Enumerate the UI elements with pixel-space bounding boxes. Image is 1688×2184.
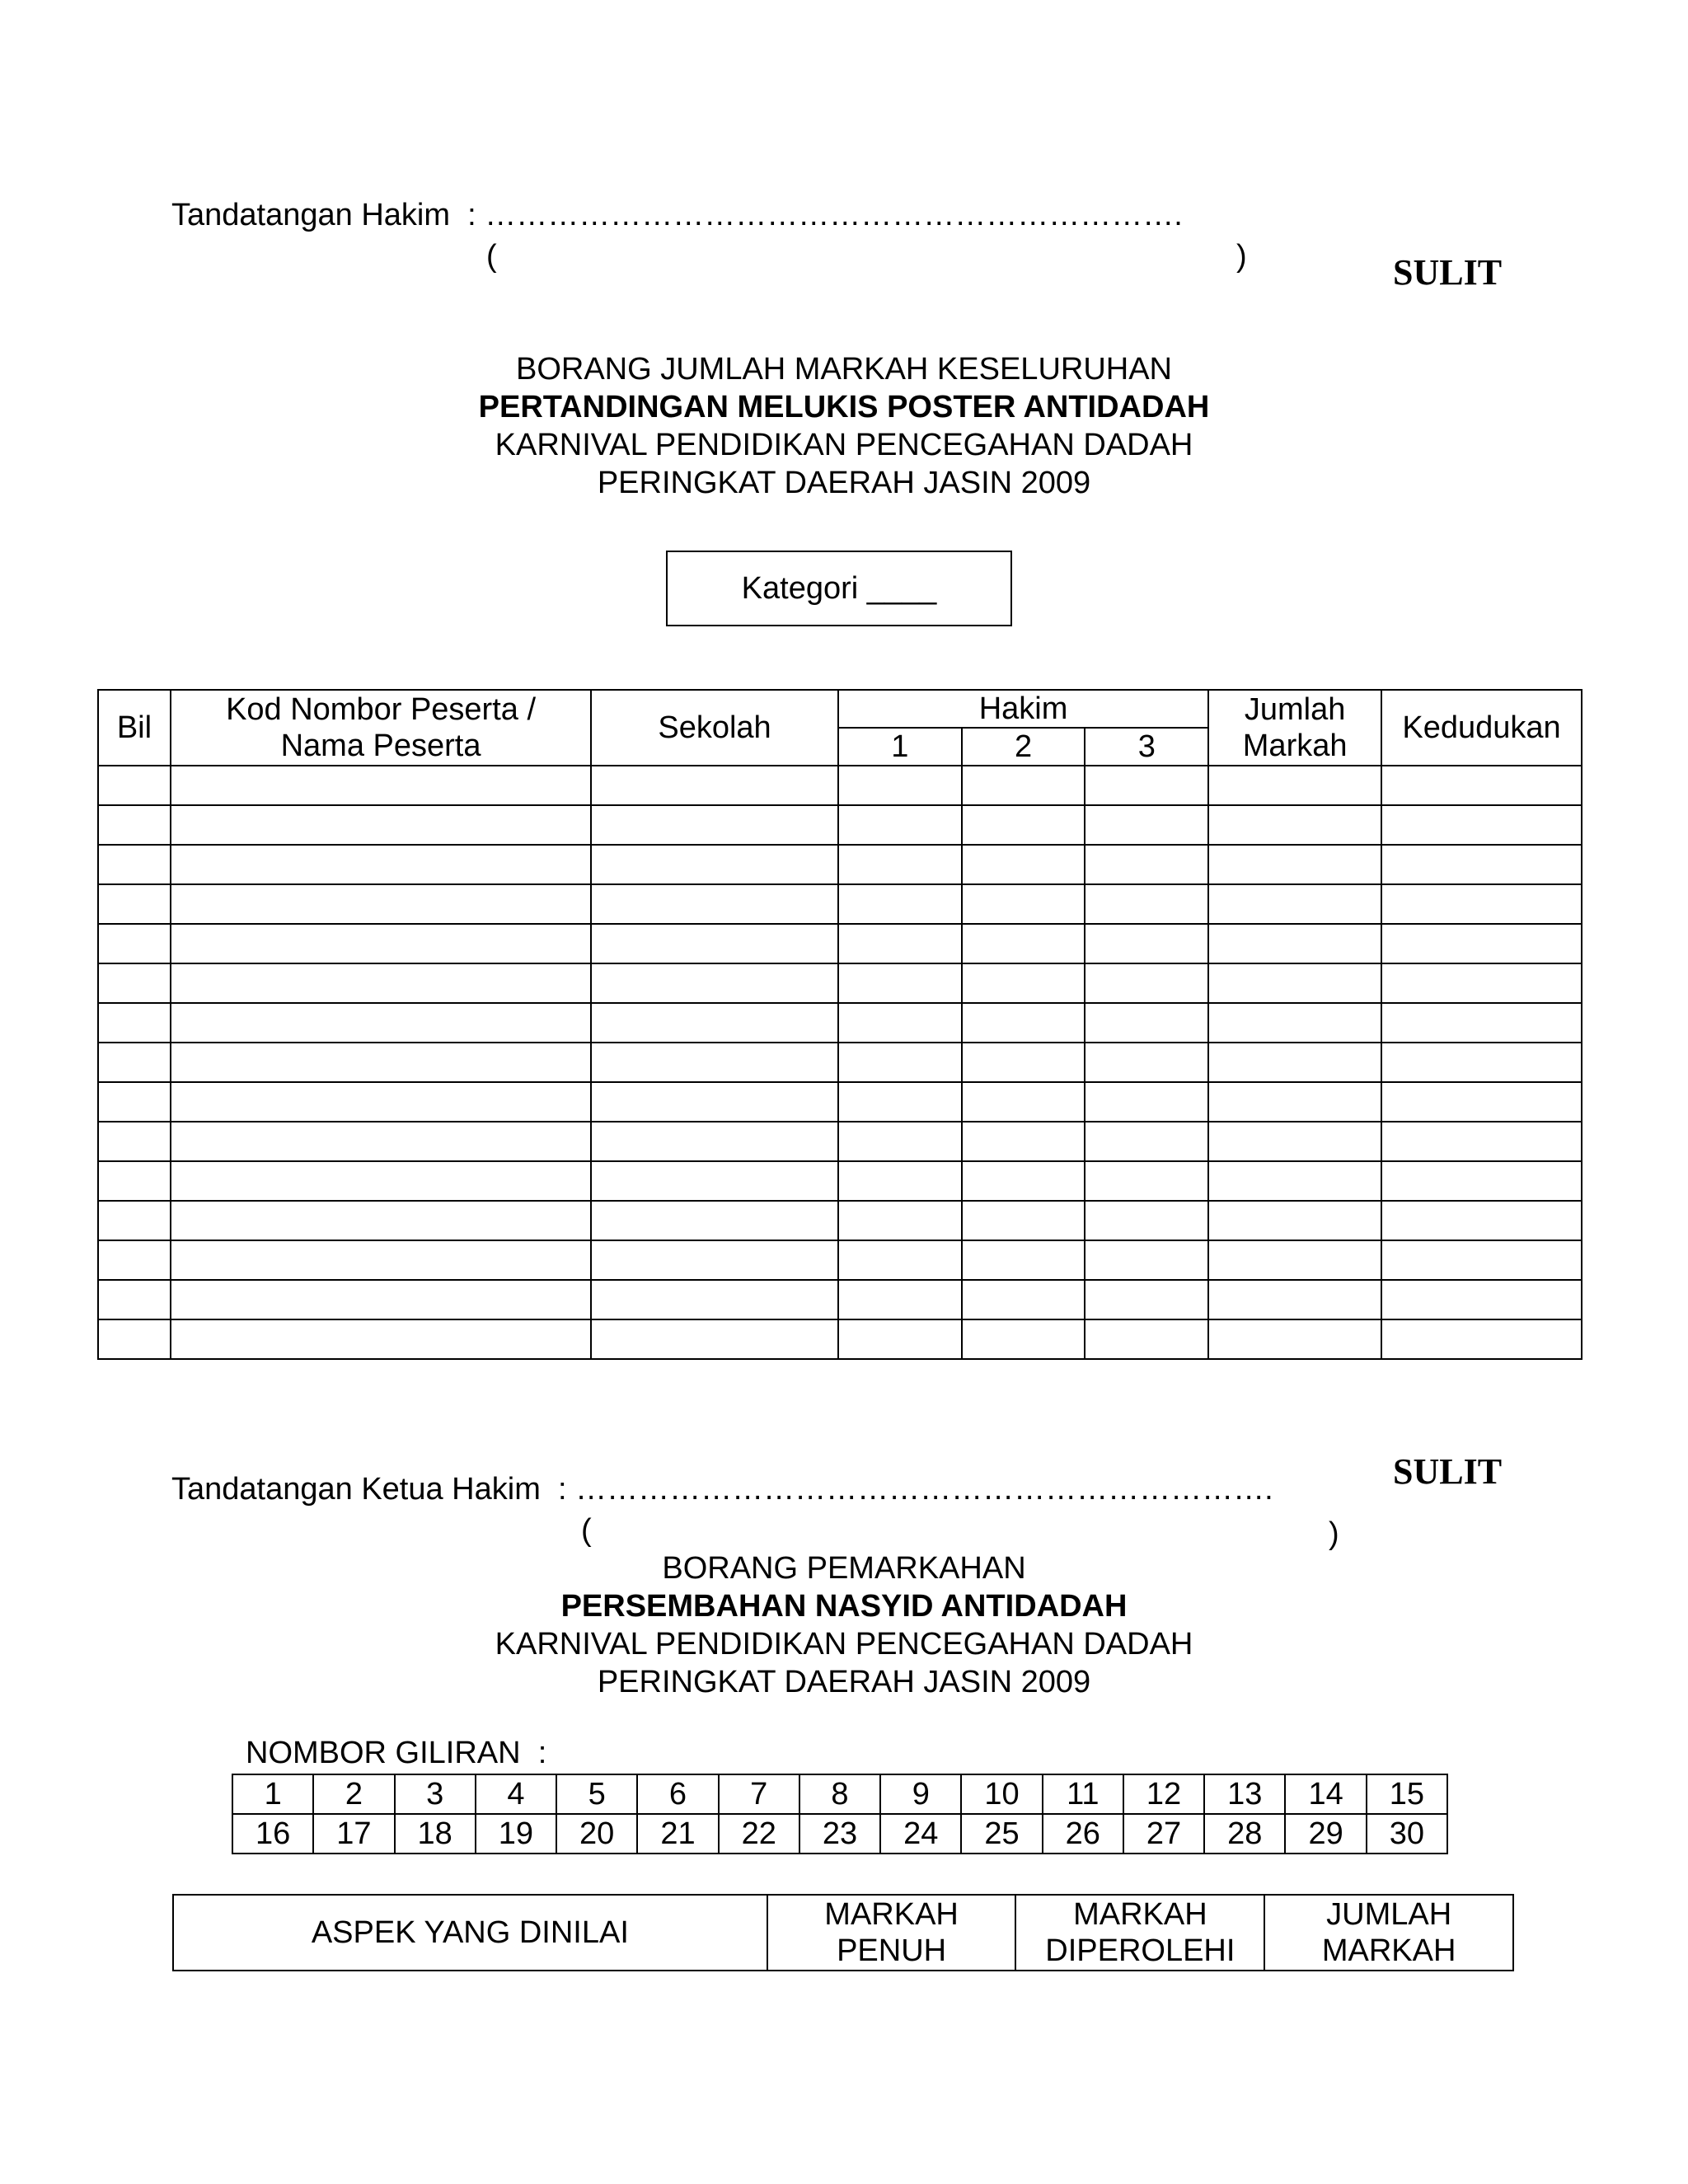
table-row [98,1122,1582,1161]
table-cell[interactable] [98,805,171,845]
form-title-block [0,350,1688,502]
giliran-number-cell[interactable]: 7 [719,1774,799,1814]
header-hakim-3: 3 [1085,728,1208,766]
table-cell[interactable] [1208,1003,1381,1043]
table-cell[interactable] [98,1319,171,1359]
header-hakim-1: 1 [838,728,962,766]
table-cell[interactable] [98,1240,171,1280]
table-cell[interactable] [98,1122,171,1161]
table-cell[interactable] [1381,924,1582,963]
table-row [98,924,1582,963]
table-cell[interactable] [962,766,1085,805]
table-cell[interactable] [1381,1240,1582,1280]
table-cell[interactable] [962,1122,1085,1161]
giliran-number-cell[interactable]: 14 [1285,1774,1366,1814]
table-cell[interactable] [171,1161,591,1201]
table-cell[interactable] [838,924,962,963]
table-cell[interactable] [838,1201,962,1240]
giliran-number-cell[interactable]: 5 [556,1774,637,1814]
table-cell[interactable] [1208,1280,1381,1319]
table-cell[interactable] [1381,805,1582,845]
table-cell[interactable] [171,845,591,884]
table-cell[interactable] [1208,1082,1381,1122]
table-cell[interactable] [1381,1319,1582,1359]
table-cell[interactable] [98,845,171,884]
table-cell[interactable] [1085,1043,1208,1082]
table-row [98,1201,1582,1240]
table-cell[interactable] [591,884,838,924]
table-cell[interactable] [1085,766,1208,805]
table-cell[interactable] [171,1240,591,1280]
table-cell[interactable] [1381,884,1582,924]
sulit-label: SULIT [1393,252,1503,293]
form-title-line-1: BORANG JUMLAH MARKAH KESELURUHAN [515,352,1173,387]
table-cell[interactable] [1085,884,1208,924]
giliran-row-1 [232,1774,1447,1814]
scoring-title-line-4: PERINGKAT DAERAH JASIN 2009 [597,1665,1091,1699]
table-row [98,766,1582,805]
table-cell[interactable] [98,1043,171,1082]
table-cell[interactable] [962,884,1085,924]
table-cell[interactable] [591,1003,838,1043]
table-cell[interactable] [838,1122,962,1161]
table-cell[interactable] [838,884,962,924]
table-cell[interactable] [171,1043,591,1082]
header-kod-line1: Kod Nombor Peserta / [226,692,537,727]
table-cell[interactable] [591,1043,838,1082]
table-cell[interactable] [1381,766,1582,805]
table-cell[interactable] [962,1319,1085,1359]
table-cell[interactable] [1208,805,1381,845]
table-cell[interactable] [98,963,171,1003]
table-cell[interactable] [98,1201,171,1240]
table-cell[interactable] [838,845,962,884]
table-cell[interactable] [838,1319,962,1359]
table-cell[interactable] [591,924,838,963]
giliran-number-cell[interactable]: 23 [799,1814,880,1854]
markah-diperolehi-header [1015,1895,1264,1971]
table-cell[interactable] [591,963,838,1003]
table-cell[interactable] [591,845,838,884]
table-row [98,1082,1582,1122]
table-cell[interactable] [838,805,962,845]
giliran-number-cell[interactable]: 19 [476,1814,556,1854]
table-cell[interactable] [98,884,171,924]
judge-name-open-paren: ( [486,239,497,274]
table-cell[interactable] [1208,1319,1381,1359]
giliran-number-cell[interactable]: 6 [637,1774,718,1814]
table-cell[interactable] [591,1319,838,1359]
table-cell[interactable] [98,1082,171,1122]
table-row [98,845,1582,884]
table-cell[interactable] [1208,1161,1381,1201]
giliran-number-cell[interactable]: 20 [556,1814,637,1854]
table-cell[interactable] [1381,1003,1582,1043]
table-cell[interactable] [962,1201,1085,1240]
table-cell[interactable] [1208,1240,1381,1280]
giliran-number-cell[interactable]: 29 [1285,1814,1366,1854]
table-cell[interactable] [1208,845,1381,884]
table-row [98,1043,1582,1082]
table-cell[interactable] [1085,1161,1208,1201]
judge-signature-line: Tandatangan Hakim : …………………………………………………………. [171,198,1183,232]
table-cell[interactable] [171,1082,591,1122]
giliran-number-cell[interactable]: 8 [799,1774,880,1814]
giliran-number-cell[interactable]: 4 [476,1774,556,1814]
table-cell[interactable] [1085,1240,1208,1280]
markah-penuh-header [767,1895,1016,1971]
giliran-number-cell[interactable]: 9 [880,1774,961,1814]
kategori-box [666,551,1012,626]
table-cell[interactable] [98,1003,171,1043]
table-row [98,1280,1582,1319]
table-cell[interactable] [591,1240,838,1280]
table-row [98,1319,1582,1359]
table-cell[interactable] [1381,1201,1582,1240]
table-cell[interactable] [962,1043,1085,1082]
table-cell[interactable] [591,805,838,845]
chief-judge-name-close-paren: ) [1329,1516,1339,1551]
sulit-label-2: SULIT [1393,1451,1503,1492]
table-row [98,884,1582,924]
table-cell[interactable] [591,1161,838,1201]
table-cell[interactable] [962,1280,1085,1319]
table-cell[interactable] [838,963,962,1003]
table-cell[interactable] [1208,924,1381,963]
giliran-number-cell[interactable]: 17 [313,1814,394,1854]
giliran-number-cell[interactable]: 12 [1123,1774,1204,1814]
table-cell[interactable] [838,1240,962,1280]
table-cell[interactable] [962,1240,1085,1280]
table-cell[interactable] [1208,1122,1381,1161]
table-cell[interactable] [171,924,591,963]
scoring-title-block [0,1549,1688,1701]
header-kedudukan: Kedudukan [1381,690,1582,766]
table-cell[interactable] [98,1161,171,1201]
giliran-number-cell[interactable]: 11 [1043,1774,1123,1814]
jumlah-markah-line2: MARKAH [1321,1933,1456,1968]
table-cell[interactable] [1085,963,1208,1003]
table-cell[interactable] [1381,1161,1582,1201]
table-row [98,963,1582,1003]
table-cell[interactable] [171,884,591,924]
giliran-number-cell[interactable]: 1 [232,1774,313,1814]
table-cell[interactable] [1381,1280,1582,1319]
table-cell[interactable] [1085,805,1208,845]
jumlah-markah-line1: JUMLAH [1326,1897,1452,1932]
table-cell[interactable] [838,1043,962,1082]
table-cell[interactable] [1085,1319,1208,1359]
giliran-number-cell[interactable]: 30 [1367,1814,1447,1854]
scoring-title-line-1: BORANG PEMARKAHAN [662,1551,1026,1586]
table-cell[interactable] [962,1003,1085,1043]
table-cell[interactable] [171,805,591,845]
table-row [98,1003,1582,1043]
table-cell[interactable] [98,766,171,805]
giliran-number-cell[interactable]: 25 [961,1814,1042,1854]
giliran-number-cell[interactable]: 16 [232,1814,313,1854]
table-cell[interactable] [838,766,962,805]
table-cell[interactable] [1381,1043,1582,1082]
table-cell[interactable] [1381,963,1582,1003]
table-cell[interactable] [1381,845,1582,884]
header-jumlah-line1: Jumlah [1244,692,1346,727]
nasyid-title: PERSEMBAHAN NASYID ANTIDADAH [560,1589,1128,1624]
markah-diperolehi-line2: DIPEROLEHI [1045,1933,1236,1968]
table-cell[interactable] [98,1280,171,1319]
table-cell[interactable] [1085,1201,1208,1240]
form-title-line-3: KARNIVAL PENDIDIKAN PENCEGAHAN DADAH [495,428,1193,462]
marks-summary-table [97,689,1582,1360]
table-row [98,805,1582,845]
aspek-table [172,1894,1514,1971]
table-cell[interactable] [962,805,1085,845]
giliran-number-cell[interactable]: 26 [1043,1814,1123,1854]
scoring-title-line-3: KARNIVAL PENDIDIKAN PENCEGAHAN DADAH [495,1627,1193,1661]
table-cell[interactable] [1208,766,1381,805]
table-cell[interactable] [1085,845,1208,884]
table-cell[interactable] [1085,1003,1208,1043]
giliran-number-cell[interactable]: 21 [637,1814,718,1854]
markah-penuh-line2: PENUH [837,1933,947,1968]
giliran-number-cell[interactable]: 22 [719,1814,799,1854]
chief-judge-name-open-paren: ( [581,1513,592,1548]
table-cell[interactable] [591,1122,838,1161]
table-cell[interactable] [1208,884,1381,924]
table-cell[interactable] [171,1122,591,1161]
giliran-number-cell[interactable]: 13 [1204,1774,1285,1814]
giliran-row-2 [232,1814,1447,1854]
header-sekolah: Sekolah [591,690,838,766]
table-cell[interactable] [171,1003,591,1043]
table-cell[interactable] [1085,1280,1208,1319]
table-cell[interactable] [591,1201,838,1240]
table-cell[interactable] [1381,1082,1582,1122]
jumlah-markah-header [1264,1895,1513,1971]
giliran-number-cell[interactable]: 15 [1367,1774,1447,1814]
giliran-number-cell[interactable]: 2 [313,1774,394,1814]
chief-judge-signature-line: Tandatangan Ketua Hakim : …………………………………………………………. [171,1472,1273,1507]
header-hakim: Hakim [838,690,1208,728]
judge-name-close-paren: ) [1236,239,1247,274]
giliran-number-cell[interactable]: 3 [395,1774,476,1814]
table-cell[interactable] [171,766,591,805]
table-cell[interactable] [1381,1122,1582,1161]
table-cell[interactable] [98,924,171,963]
table-cell[interactable] [1085,924,1208,963]
table-row [98,1240,1582,1280]
competition-title: PERTANDINGAN MELUKIS POSTER ANTIDADAH [478,390,1210,424]
kategori-label: Kategori ____ [741,570,937,606]
table-cell[interactable] [838,1161,962,1201]
giliran-number-cell[interactable]: 10 [961,1774,1042,1814]
table-cell[interactable] [1085,1082,1208,1122]
giliran-label: NOMBOR GILIRAN : [246,1736,547,1770]
table-cell[interactable] [838,1280,962,1319]
header-hakim-2: 2 [962,728,1085,766]
table-cell[interactable] [1208,963,1381,1003]
header-kod-nama [171,690,591,766]
giliran-number-cell[interactable]: 18 [395,1814,476,1854]
table-cell[interactable] [1085,1122,1208,1161]
giliran-number-grid [232,1774,1448,1854]
table-cell[interactable] [962,1082,1085,1122]
header-jumlah-markah [1208,690,1381,766]
header-jumlah-line2: Markah [1242,729,1348,763]
markah-diperolehi-line1: MARKAH [1073,1897,1207,1932]
table-cell[interactable] [1208,1043,1381,1082]
table-cell[interactable] [171,1280,591,1319]
table-cell[interactable] [962,924,1085,963]
giliran-number-cell[interactable]: 27 [1123,1814,1204,1854]
giliran-number-cell[interactable]: 24 [880,1814,961,1854]
table-cell[interactable] [838,1082,962,1122]
header-bil: Bil [98,690,171,766]
table-row [98,1161,1582,1201]
header-kod-line2: Nama Peserta [280,729,481,763]
table-cell[interactable] [171,1319,591,1359]
table-cell[interactable] [962,963,1085,1003]
table-cell[interactable] [838,1003,962,1043]
table-cell[interactable] [171,1201,591,1240]
table-cell[interactable] [591,766,838,805]
table-cell[interactable] [171,963,591,1003]
aspek-header: ASPEK YANG DINILAI [173,1895,767,1971]
table-cell[interactable] [962,1161,1085,1201]
giliran-number-cell[interactable]: 28 [1204,1814,1285,1854]
form-title-line-4: PERINGKAT DAERAH JASIN 2009 [597,466,1091,500]
markah-penuh-line1: MARKAH [824,1897,959,1932]
table-cell[interactable] [962,845,1085,884]
table-cell[interactable] [591,1082,838,1122]
table-cell[interactable] [591,1280,838,1319]
table-cell[interactable] [1208,1201,1381,1240]
